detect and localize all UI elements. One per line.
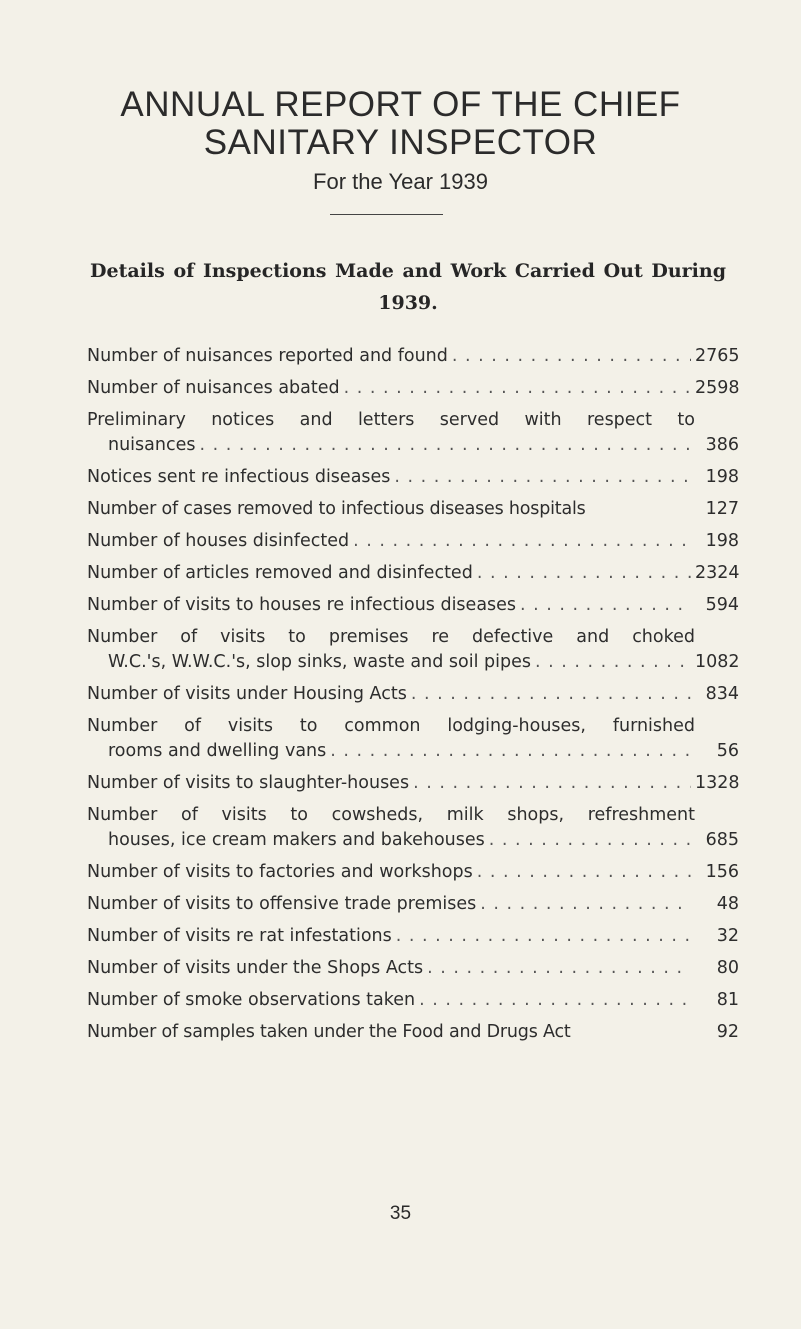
item-text: Number of nuisances abated xyxy=(87,378,340,398)
list-item xyxy=(87,771,739,796)
item-value: 2598 xyxy=(695,378,740,398)
item-value: 1082 xyxy=(695,652,740,672)
item-value: 834 xyxy=(705,684,739,704)
item-value: 92 xyxy=(716,1022,739,1042)
leader-dots xyxy=(344,376,691,401)
leader-dots xyxy=(427,956,691,981)
leader-dots xyxy=(394,465,691,490)
leader-dots xyxy=(477,561,691,586)
leader-dots xyxy=(452,344,691,369)
item-value: 198 xyxy=(705,531,739,551)
section-heading xyxy=(90,255,726,319)
report-title-line-1: ANNUAL REPORT OF THE CHIEF xyxy=(120,85,681,124)
leader-dots xyxy=(477,860,691,885)
leader-dots xyxy=(489,828,691,853)
item-text: Number of visits under Housing Acts xyxy=(87,684,407,704)
section-heading-line-2: 1939. xyxy=(378,292,438,314)
item-text: Preliminary notices and letters served with respect to xyxy=(87,410,695,430)
list-item xyxy=(87,561,739,586)
item-text-continued: W.C.'s, W.W.C.'s, slop sinks, waste and soil pipes xyxy=(108,652,531,672)
leader-dots xyxy=(413,771,691,796)
item-value: 685 xyxy=(705,830,739,850)
item-value: 2765 xyxy=(695,346,740,366)
item-value: 56 xyxy=(716,741,739,761)
item-text-continued: nuisances xyxy=(108,435,196,455)
item-text: Number of visits to cowsheds, milk shops, refreshment xyxy=(87,805,695,825)
section-heading-line-1: Details of Inspections Made and Work Carried Out During xyxy=(90,260,726,282)
item-text: Number of visits to slaughter-houses xyxy=(87,773,410,793)
item-value: 127 xyxy=(705,499,739,519)
leader-dots xyxy=(535,650,691,675)
list-item xyxy=(87,803,739,853)
item-text-continued: rooms and dwelling vans xyxy=(108,741,327,761)
item-text: Number of nuisances reported and found xyxy=(87,346,448,366)
list-item xyxy=(87,465,739,490)
item-text: Number of visits to premises re defective and choked xyxy=(87,627,695,647)
leader-dots xyxy=(330,739,691,764)
item-value: 386 xyxy=(705,435,739,455)
item-value: 2324 xyxy=(695,563,740,583)
leader-dots xyxy=(199,433,691,458)
item-text: Number of visits to houses re infectious diseases xyxy=(87,595,517,615)
leader-dots xyxy=(419,988,691,1013)
leader-dots xyxy=(411,682,691,707)
item-value: 198 xyxy=(705,467,739,487)
leader-dots xyxy=(353,529,691,554)
item-value: 32 xyxy=(716,926,739,946)
report-subtitle: For the Year 1939 xyxy=(313,169,488,194)
item-text: Number of smoke observations taken xyxy=(87,990,416,1010)
item-text: Number of houses disinfected xyxy=(87,531,350,551)
leader-dots xyxy=(520,593,691,618)
leader-dots xyxy=(396,924,691,949)
page-number: 35 xyxy=(389,1203,412,1224)
list-item xyxy=(87,344,739,369)
item-value: 156 xyxy=(705,862,739,882)
item-value: 1328 xyxy=(695,773,740,793)
leader-dots xyxy=(480,892,691,917)
item-text: Number of samples taken under the Food and Drugs Act xyxy=(87,1022,571,1042)
report-title-line-2: SANITARY INSPECTOR xyxy=(203,123,598,162)
item-text: Number of cases removed to infectious diseases hospitals xyxy=(87,499,586,519)
list-item xyxy=(87,593,739,618)
list-item xyxy=(87,682,739,707)
divider-rule xyxy=(330,214,443,215)
list-item xyxy=(87,529,739,554)
item-value: 48 xyxy=(716,894,739,914)
list-item xyxy=(87,988,739,1013)
list-item xyxy=(87,714,739,764)
item-text: Notices sent re infectious diseases xyxy=(87,467,391,487)
item-value: 80 xyxy=(716,958,739,978)
item-text: Number of visits to offensive trade premises xyxy=(87,894,477,914)
inspections-list xyxy=(87,344,739,1052)
list-item xyxy=(87,860,739,885)
list-item xyxy=(87,376,739,401)
list-item xyxy=(87,497,739,522)
list-item xyxy=(87,892,739,917)
list-item xyxy=(87,956,739,981)
list-item xyxy=(87,1020,739,1045)
item-text-continued: houses, ice cream makers and bakehouses xyxy=(108,830,485,850)
item-value: 81 xyxy=(716,990,739,1010)
item-value: 594 xyxy=(705,595,739,615)
item-text: Number of visits re rat infestations xyxy=(87,926,392,946)
item-text: Number of visits under the Shops Acts xyxy=(87,958,424,978)
item-text: Number of visits to common lodging-houses, furnished xyxy=(87,716,695,736)
list-item xyxy=(87,625,739,675)
list-item xyxy=(87,408,739,458)
item-text: Number of articles removed and disinfected xyxy=(87,563,473,583)
item-text: Number of visits to factories and workshops xyxy=(87,862,473,882)
list-item xyxy=(87,924,739,949)
